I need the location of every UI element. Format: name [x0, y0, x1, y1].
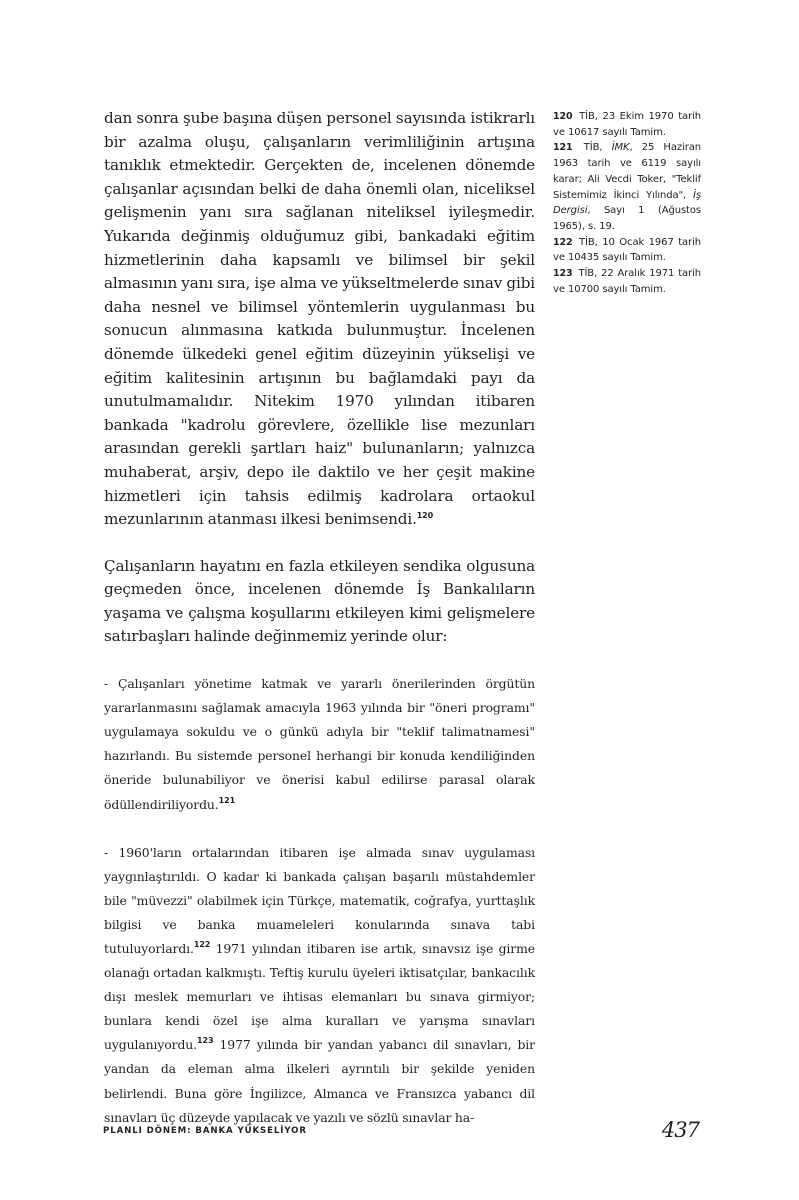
side-note-number: 121	[553, 142, 573, 154]
bullet-item-2	[104, 841, 535, 1130]
side-note-text: TİB,	[583, 142, 612, 154]
side-note-text: , 25 Haziran 1963 tarih ve 6119 sayılı karar; Ali Vecdi Toker, "Teklif Sistemimiz İkinci Yılında",	[553, 142, 701, 201]
page-number: 437	[661, 1118, 699, 1142]
side-note-italic-source: İMK	[611, 142, 630, 154]
running-footer-title: PLANLI DÖNEM: BANKA YÜKSELİYOR	[103, 1126, 307, 1136]
paragraph-2-text: Çalışanların hayatını en fazla etkileyen sendika olgusuna geçmeden önce, incelenen dönemde İş Bankalıların yaşama ve çalışma koşullarını etkileyen kimi gelişmelere satırbaşları halinde değinmemiz yerinde olur:	[104, 556, 535, 646]
side-note-123	[553, 266, 701, 297]
side-note-number: 122	[553, 236, 573, 248]
footnote-ref-123[interactable]: 123	[197, 1036, 214, 1046]
footnote-ref-120[interactable]: 120	[416, 511, 434, 521]
side-note-text: , Sayı 1 (Ağustos 1965), s. 19.	[553, 205, 701, 232]
side-note-121	[553, 140, 701, 234]
bullet-2-text-part2: 1971 yılından itibaren ise artık, sınavsız işe girme olanağı ortadan kalkmıştı. Teftiş kurulu üyeleri iktisatçılar, bankacılık dışı meslek memurları ve ihtisas elemanları bu sınava girmiyor; bunlara kendi özel işe alma kuralları ve yarışma sınavları uygulanıyordu.	[104, 941, 535, 1053]
side-note-122	[553, 235, 701, 266]
bullet-2-text-part3: 1977 yılında bir yandan yabancı dil sınavları, bir yandan da eleman alma ilkeleri ayrıntılı bir şekilde yeniden belirlendi. Buna göre İngilizce, Almanca ve Fransızca yabancı dil sınavları üç düzeyde yapılacak ve yazılı ve sözlü sınavlar ha-	[104, 1037, 535, 1125]
side-note-number: 120	[553, 111, 573, 122]
footnote-ref-121[interactable]: 121	[218, 795, 236, 805]
side-note-italic-journal: İş Dergisi	[553, 189, 701, 217]
paragraph-2	[104, 555, 535, 649]
side-note-number: 123	[553, 268, 573, 280]
side-note-text: TİB, 10 Ocak 1967 tarih ve 10435 sayılı Tamim.	[553, 236, 701, 264]
side-notes-column	[553, 109, 701, 297]
side-note-text: TİB, 23 Ekim 1970 tarih ve 10617 sayılı Tamim.	[553, 111, 701, 138]
main-text-column	[104, 107, 535, 1130]
paragraph-1	[104, 107, 535, 532]
bullet-1-text: - Çalışanları yönetime katmak ve yararlı önerilerinden örgütün yararlanmasını sağlamak amacıyla 1963 yılında bir "öneri programı" uygulamaya sokuldu ve o günkü adıyla bir "teklif talimatnamesi" hazırlandı. Bu sistemde personel herhangi bir konuda kendiliğinden öneride bulunabiliyor ve önerisi kabul edilirse parasal olarak ödüllendiriliyordu.	[104, 676, 535, 812]
paragraph-1-text: dan sonra şube başına düşen personel sayısında istikrarlı bir azalma oluşu, çalışanların verimliliğinin artışına tanıklık etmektedir. Gerçekten de, incelenen dönemde çalışanlar açısından belki de daha önemli olan, niceliksel gelişmenin yanı sıra sağlanan niteliksel iyileşmedir. Yukarıda değinmiş olduğumuz gibi, bankadaki eğitim hizmetlerinin daha kapsamlı ve bilimsel bir şekil almasının yanı sıra, işe alma ve yükseltmelerde sınav gibi daha nesnel ve bilimsel yöntemlerin uygulanması bu sonucun alınmasına katkıda bulunmuştur. İncelenen dönemde ülkedeki genel eğitim düzeyinin yükselişi ve eğitim kalitesinin artışının bu bağlamdaki payı da unutulmamalıdır. Nitekim 1970 yılından itibaren bankada "kadrolu görevlere, özellikle lise mezunları arasından gerekli şartları haiz" bulunanların; yalnızca muhaberat, arşiv, depo ile daktilo ve her çeşit makine hizmetleri için tahsis edilmiş kadrolara ortaokul mezunlarının atanması ilkesi benimsendi.	[104, 109, 535, 529]
bullet-2-text-part1: - 1960'ların ortalarından itibaren işe almada sınav uygulaması yaygınlaştırıldı. O kadar ki bankada çalışan başarılı müstahdemler bile "müvezzi" olabilmek için Türkçe, matematik, coğrafya, yurttaşlık bilgisi ve banka muameleleri konularında sınava tabi tutuluyorlardı.	[104, 844, 535, 956]
side-note-120	[553, 109, 701, 140]
bullet-item-1	[104, 672, 535, 817]
footnote-ref-122[interactable]: 122	[193, 940, 211, 949]
side-note-text: TİB, 22 Aralık 1971 tarih ve 10700 sayılı Tamim.	[553, 268, 701, 295]
